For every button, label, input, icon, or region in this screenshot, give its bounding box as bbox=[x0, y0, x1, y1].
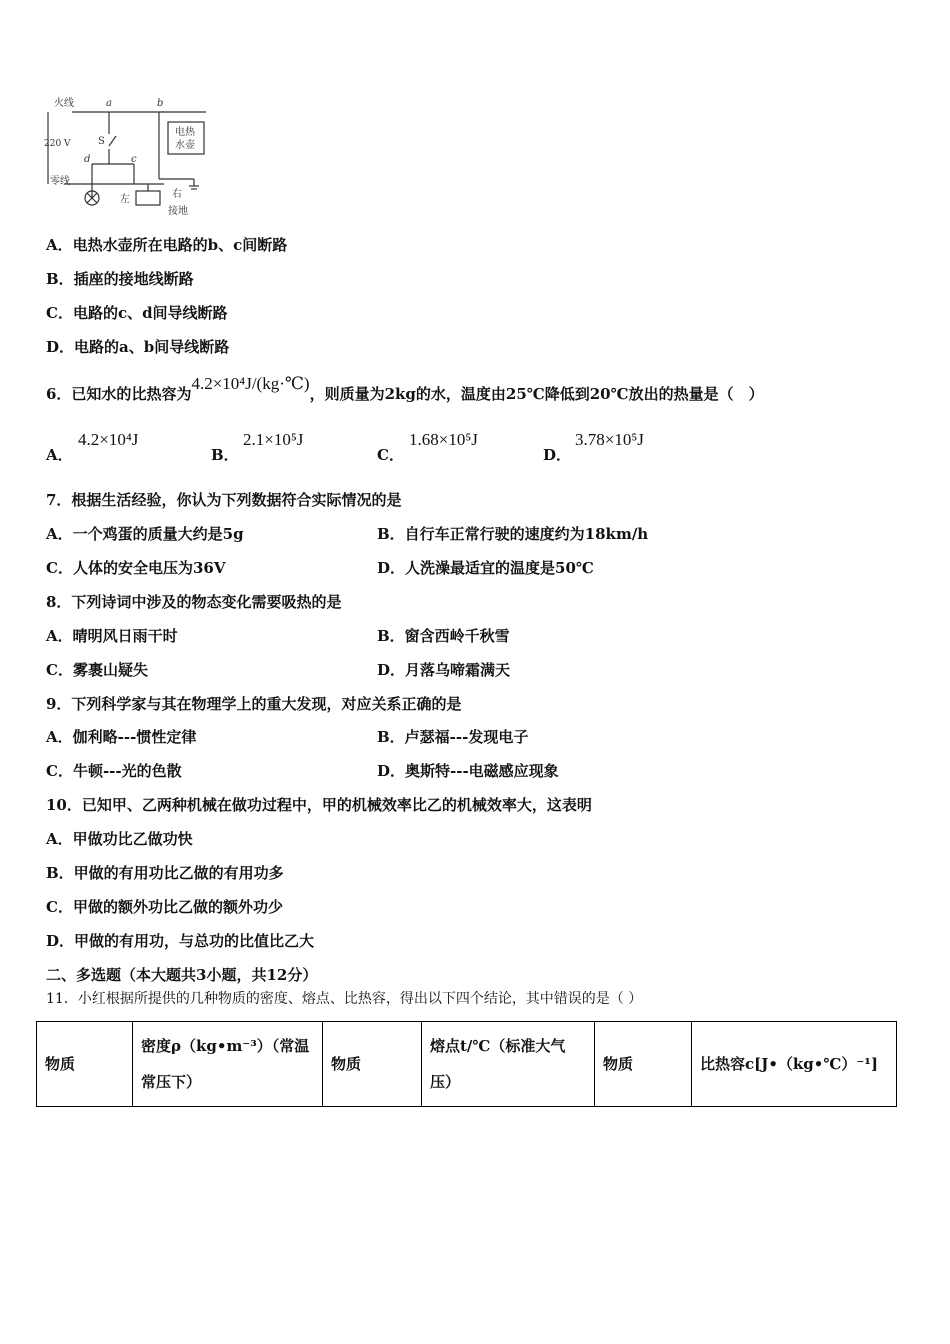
point-d-label: d bbox=[84, 154, 91, 165]
q9-option-a: A．伽利略---惯性定律 bbox=[46, 728, 197, 746]
q10-option-d: D．甲做的有用功，与总功的比值比乙大 bbox=[46, 932, 315, 950]
q6-option-b-value: 2.1×10⁵J bbox=[243, 430, 304, 449]
q6-option-c-label: C． bbox=[377, 446, 404, 464]
q7-option-b: B．自行车正常行驶的速度约为18km/h bbox=[377, 525, 649, 543]
table-header-cell: 密度ρ（kg•m⁻³）（常温常压下） bbox=[133, 1022, 323, 1107]
q10-stem: 10．已知甲、乙两种机械在做功过程中，甲的机械效率比乙的机械效率大，这表明 bbox=[46, 796, 592, 814]
section-title: 二、多选题（本大题共3小题，共12分） bbox=[46, 966, 318, 984]
voltage-label: 220 V bbox=[44, 139, 71, 149]
ground-label: 接地 bbox=[168, 206, 188, 217]
table-header-cell: 物质 bbox=[323, 1022, 422, 1107]
q10-option-a: A．甲做功比乙做功快 bbox=[46, 830, 193, 848]
q9-option-c: C．牛顿---光的色散 bbox=[46, 762, 182, 780]
q5-option-c: C．电路的c、d间导线断路 bbox=[46, 304, 228, 322]
table-header-cell: 物质 bbox=[37, 1022, 133, 1107]
socket-left-label: 左 bbox=[120, 194, 130, 205]
q8-option-c: C．雾裹山疑失 bbox=[46, 661, 148, 679]
q9-option-b: B．卢瑟福---发现电子 bbox=[377, 728, 529, 746]
q9-stem: 9．下列科学家与其在物理学上的重大发现，对应关系正确的是 bbox=[46, 695, 462, 713]
neutral-wire-label: 零线 bbox=[50, 176, 70, 187]
q6-options bbox=[46, 430, 746, 466]
table-header-cell: 熔点t/℃（标准大气压） bbox=[422, 1022, 595, 1107]
q5-option-d: D．电路的a、b间导线断路 bbox=[46, 338, 230, 356]
q6-option-a-label: A． bbox=[46, 446, 73, 464]
q5-option-b: B．插座的接地线断路 bbox=[46, 270, 194, 288]
table-header-cell: 物质 bbox=[595, 1022, 692, 1107]
q7-option-c: C．人体的安全电压为36V bbox=[46, 559, 226, 577]
kettle-label-line1: 电热 bbox=[175, 127, 195, 138]
q9-option-d: D．奥斯特---电磁感应现象 bbox=[377, 762, 559, 780]
table-header-cell: 比热容c[J•（kg•℃）⁻¹] bbox=[692, 1022, 897, 1107]
q10-option-b: B．甲做的有用功比乙做的有用功多 bbox=[46, 864, 284, 882]
switch-label: S bbox=[98, 136, 105, 147]
q11-stem: 11．小红根据所提供的几种物质的密度、熔点、比热容，得出以下四个结论，其中错误的是（ ） bbox=[46, 991, 643, 1007]
table-header-row bbox=[37, 1022, 897, 1107]
q8-option-b: B．窗含西岭千秋雪 bbox=[377, 627, 510, 645]
q6-stem bbox=[46, 374, 764, 404]
q6-stem-before: 6．已知水的比热容为 bbox=[46, 385, 192, 403]
q5-option-a: A．电热水壶所在电路的b、c间断路 bbox=[46, 236, 288, 254]
q6-option-b-label: B． bbox=[211, 446, 239, 464]
socket-right-label: 右 bbox=[172, 189, 182, 200]
q8-option-d: D．月落乌啼霜满天 bbox=[377, 661, 511, 679]
q6-specific-heat: 4.2×10⁴J/(kg·℃) bbox=[191, 374, 310, 393]
q7-option-a: A．一个鸡蛋的质量大约是5g bbox=[46, 525, 244, 543]
circuit-diagram bbox=[44, 94, 214, 222]
live-wire-label: 火线 bbox=[54, 98, 74, 109]
q7-stem: 7．根据生活经验，你认为下列数据符合实际情况的是 bbox=[46, 491, 402, 509]
properties-table bbox=[36, 1021, 897, 1107]
q6-option-d-value: 3.78×10⁵J bbox=[575, 430, 644, 449]
point-b-label: b bbox=[157, 98, 164, 109]
q6-option-a-value: 4.2×10⁴J bbox=[78, 430, 139, 449]
point-a-label: a bbox=[106, 98, 112, 109]
q8-stem: 8．下列诗词中涉及的物态变化需要吸热的是 bbox=[46, 593, 342, 611]
q6-stem-after: ，则质量为2kg的水，温度由25℃降低到20℃放出的热量是（ ） bbox=[309, 385, 764, 403]
q8-option-a: A．晴明风日雨干时 bbox=[46, 627, 178, 645]
point-c-label: c bbox=[131, 154, 137, 165]
q7-option-d: D．人洗澡最适宜的温度是50℃ bbox=[377, 559, 594, 577]
q6-option-c-value: 1.68×10⁵J bbox=[409, 430, 478, 449]
kettle-label-line2: 水壶 bbox=[175, 140, 195, 151]
q10-option-c: C．甲做的额外功比乙做的额外功少 bbox=[46, 898, 283, 916]
q6-option-d-label: D． bbox=[543, 446, 572, 464]
